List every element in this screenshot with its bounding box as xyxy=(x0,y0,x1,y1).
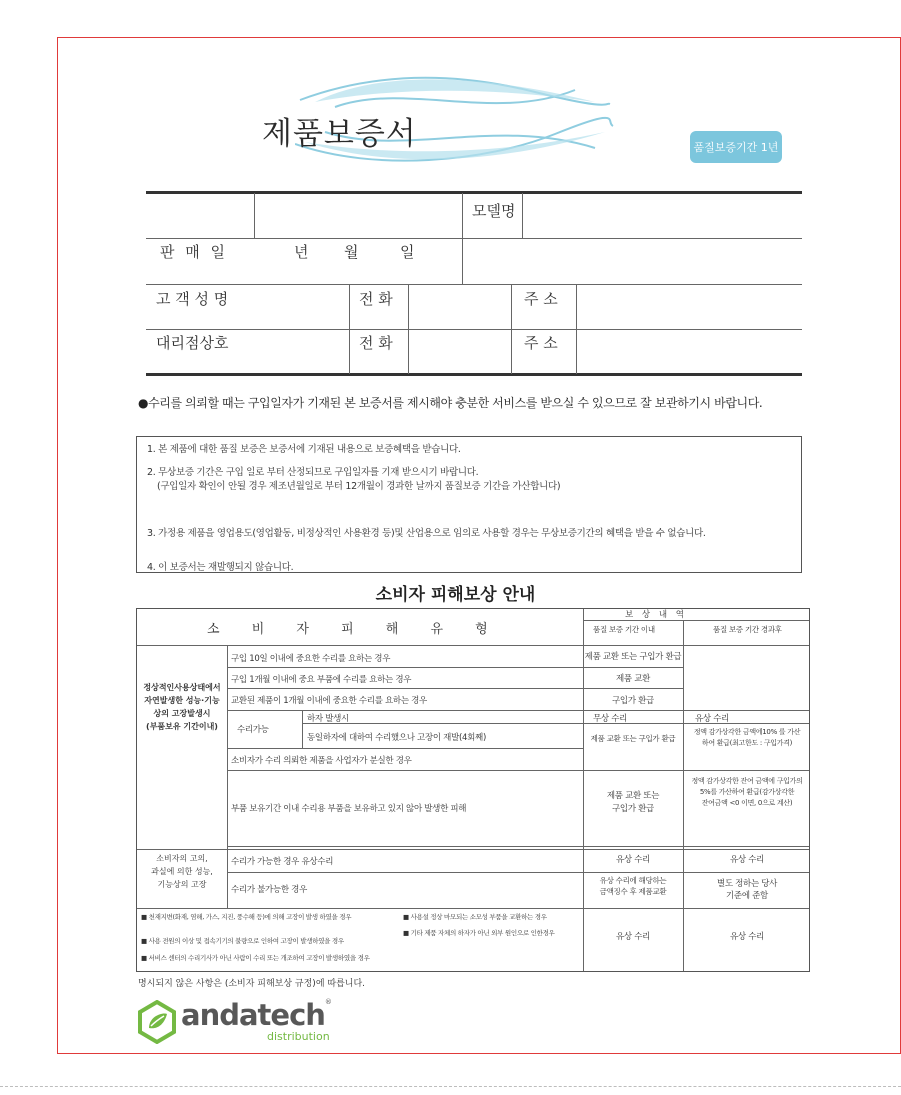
month-label: 월 xyxy=(344,243,359,261)
row-rule xyxy=(302,723,809,724)
form-rule xyxy=(146,284,802,285)
category-line: 기능상의 고장 xyxy=(157,880,207,889)
exception-after: 유상 수리 xyxy=(729,932,765,942)
parts-after-line1: 정액 감가상각한 잔여 금액에 구입가의 xyxy=(691,777,803,785)
row-rule xyxy=(227,846,809,847)
logo-name: andatech xyxy=(181,998,325,1032)
cannot-res-line2: 금액징수 후 제품교환 xyxy=(599,887,667,896)
can-repair-in: 유상 수리 xyxy=(615,855,651,865)
warranty-period-badge: 품질보증기간 1년 xyxy=(690,131,782,163)
logo-wordmark xyxy=(181,998,331,1032)
case-no-parts: 부품 보유기간 이내 수리용 부품을 보유하고 있지 않아 발생한 피해 xyxy=(231,804,467,814)
compensation-title-text: 소비자 피해보상 안내 xyxy=(375,585,536,605)
type-header: 소 비 자 피 해 유 형 xyxy=(207,622,502,637)
can-repair-after: 유상 수리 xyxy=(729,855,765,865)
case-lost: 소비자가 수리 의뢰한 제품을 사업자가 분실한 경우 xyxy=(231,756,412,766)
cut-line xyxy=(0,1086,901,1087)
exception-note: ■ 천재지변(화재, 염해, 가스, 지진, 풍수해 등)에 의해 고장이 발생 하였을 경우 xyxy=(141,913,352,921)
cannot-after-line1: 별도 정하는 당사 xyxy=(716,879,778,889)
andatech-logo xyxy=(137,1000,337,1046)
col-rule xyxy=(227,645,228,908)
form-rule xyxy=(146,238,802,239)
form-divider xyxy=(254,193,255,238)
model-label: 모델명 xyxy=(472,202,516,220)
detail-header: 보 상 내 역 xyxy=(625,610,687,620)
term-item: 3. 가정용 제품을 영업용도(영업활동, 비정상적인 사용환경 등)및 산업용으로 임의로 사용할 경우는 무상보증기간의 혜택을 받을 수 없습니다. xyxy=(147,528,706,539)
warranty-terms-box xyxy=(136,436,802,573)
case-10days: 구입 10일 이내에 중요한 수리를 요하는 경우 xyxy=(231,654,391,664)
row-rule xyxy=(227,667,683,668)
row-rule xyxy=(137,849,809,850)
exception-note: ■ 사용 전원의 이상 및 접속기기의 불량으로 인하여 고장이 발생하였을 경우 xyxy=(141,937,344,945)
storage-notice: ●수리를 의뢰할 때는 구입일자가 기재된 본 보증서를 제시해야 충분한 서비스를 받으실 수 있으므로 잘 보관하기시 바랍니다. xyxy=(138,396,763,410)
result-exchange: 제품 교환 xyxy=(615,674,651,684)
compensation-table xyxy=(136,608,810,972)
form-divider xyxy=(576,284,577,374)
col-rule xyxy=(302,710,303,748)
term-item: 4. 이 보증서는 재발행되지 않습니다. xyxy=(147,562,294,573)
case-exchanged: 교환된 제품이 1개월 이내에 중요한 수리를 요하는 경우 xyxy=(231,696,427,706)
after-warranty-header: 품질 보증 기간 경과후 xyxy=(713,625,782,634)
form-top-rule xyxy=(146,191,802,194)
term-item: 1. 본 제품에 대한 품질 보증은 보증서에 기재된 내용으로 보증혜택을 받습니다. xyxy=(147,444,461,455)
category-line: 소비자의 고의, xyxy=(156,854,208,863)
exception-note: ■ 서비스 센터의 수리기사가 아닌 사람이 수리 또는 개조하여 고장이 발생하였을 경우 xyxy=(141,954,370,962)
form-bottom-rule xyxy=(146,373,802,376)
row-rule xyxy=(227,872,809,873)
row-rule xyxy=(137,908,809,909)
repairable-label: 수리가능 xyxy=(237,725,269,735)
exception-note: ■ 사용설 정상 마모되는 소모성 부품을 교환하는 경우 xyxy=(403,913,547,921)
category-line: 정상적인사용상태에서 xyxy=(143,683,221,692)
form-divider xyxy=(408,284,409,374)
parts-after-line3: 잔여금액 <0 이면, 0으로 계산) xyxy=(701,799,793,807)
customer-address-label: 주 소 xyxy=(524,290,558,308)
form-divider xyxy=(522,193,523,238)
logo-mark-icon xyxy=(137,1000,177,1044)
result-exchange-refund: 제품 교환 또는 구입가 환급 xyxy=(584,652,682,662)
row-rule xyxy=(227,710,809,711)
cannot-res-line1: 유상 수리에 해당하는 xyxy=(599,876,667,885)
col-rule xyxy=(683,620,684,971)
fixed-refund-line2: 하여 환급(최고한도 : 구입가격) xyxy=(701,739,793,747)
exception-in: 유상 수리 xyxy=(615,932,651,942)
normal-use-category xyxy=(137,681,227,733)
case-1month: 구입 1개월 이내에 중요 부품에 수리를 요하는 경우 xyxy=(231,675,412,685)
category-line: 과실에 의한 성능, xyxy=(151,867,213,876)
agency-address-label: 주 소 xyxy=(524,334,558,352)
customer-phone-label: 전 화 xyxy=(359,290,393,308)
term-item: 2. 무상보증 기간은 구입 일로 부터 산정되므로 구입일자를 기재 받으시기 바랍니다. xyxy=(147,467,479,478)
fixed-refund-line1: 정액 감가상각한 금액에10% 를 가산 xyxy=(693,728,801,736)
same-defect: 동일하자에 대하여 수리했으나 고장이 재발(4회째) xyxy=(307,733,486,743)
warranty-info-form xyxy=(146,191,802,376)
category-line: 자연발생한 성능·기능 xyxy=(144,696,220,705)
term-item: (구입일자 확인이 안될 경우 제조년월일로 부터 12개월이 경과한 날까지 품질보증 기간을 가산합니다) xyxy=(157,481,561,492)
row-rule xyxy=(227,748,583,749)
case-can-repair: 수리가 가능한 경우 유상수리 xyxy=(231,857,334,867)
case-cannot-repair: 수리가 불가능한 경우 xyxy=(231,885,308,895)
cannot-after-line2: 기준에 준함 xyxy=(726,891,768,901)
form-rule xyxy=(146,329,802,330)
logo-subtitle: distribution xyxy=(267,1030,330,1043)
customer-name-label: 고 객 성 명 xyxy=(156,290,229,308)
exchange-or-refund: 제품 교환 또는 구입가 환급 xyxy=(590,734,676,743)
agency-name-label: 대리점상호 xyxy=(156,334,229,352)
parts-result-line1: 제품 교환 또는 xyxy=(606,791,660,801)
category-line: 상의 고장발생시 xyxy=(153,709,211,718)
parts-result-line2: 구입가 환급 xyxy=(612,804,654,814)
free-repair: 무상 수리 xyxy=(593,714,628,724)
defect-occurred: 하자 발생시 xyxy=(307,714,349,724)
form-divider xyxy=(462,193,463,284)
sale-date-label: 판 매 일 xyxy=(160,243,229,261)
category-line: (부품보유 기간이내) xyxy=(146,722,218,731)
row-rule xyxy=(137,645,809,646)
fault-category xyxy=(137,852,227,891)
form-divider xyxy=(511,284,512,374)
paid-repair: 유상 수리 xyxy=(695,714,730,724)
day-label: 일 xyxy=(400,243,415,261)
footnote: 명시되지 않은 사항은 (소비자 피해보상 규정)에 따릅니다. xyxy=(138,979,366,989)
row-rule xyxy=(583,620,809,621)
within-warranty-header: 품질 보증 기간 이내 xyxy=(593,625,655,634)
page-title: 제품보증서 xyxy=(262,116,417,152)
compensation-title xyxy=(0,580,901,605)
exception-note: ■ 기타 제품 자체의 하자가 아닌 외부 원인으로 인한경우 xyxy=(403,929,555,937)
parts-after-line2: 5%를 가산하여 환급(감가상각한 xyxy=(699,788,795,796)
row-rule xyxy=(227,688,683,689)
form-divider xyxy=(349,284,350,374)
logo-registered-mark: ® xyxy=(324,998,331,1006)
row-rule xyxy=(227,770,809,771)
result-refund: 구입가 환급 xyxy=(612,696,654,706)
year-label: 년 xyxy=(294,243,309,261)
agency-phone-label: 전 화 xyxy=(359,334,393,352)
